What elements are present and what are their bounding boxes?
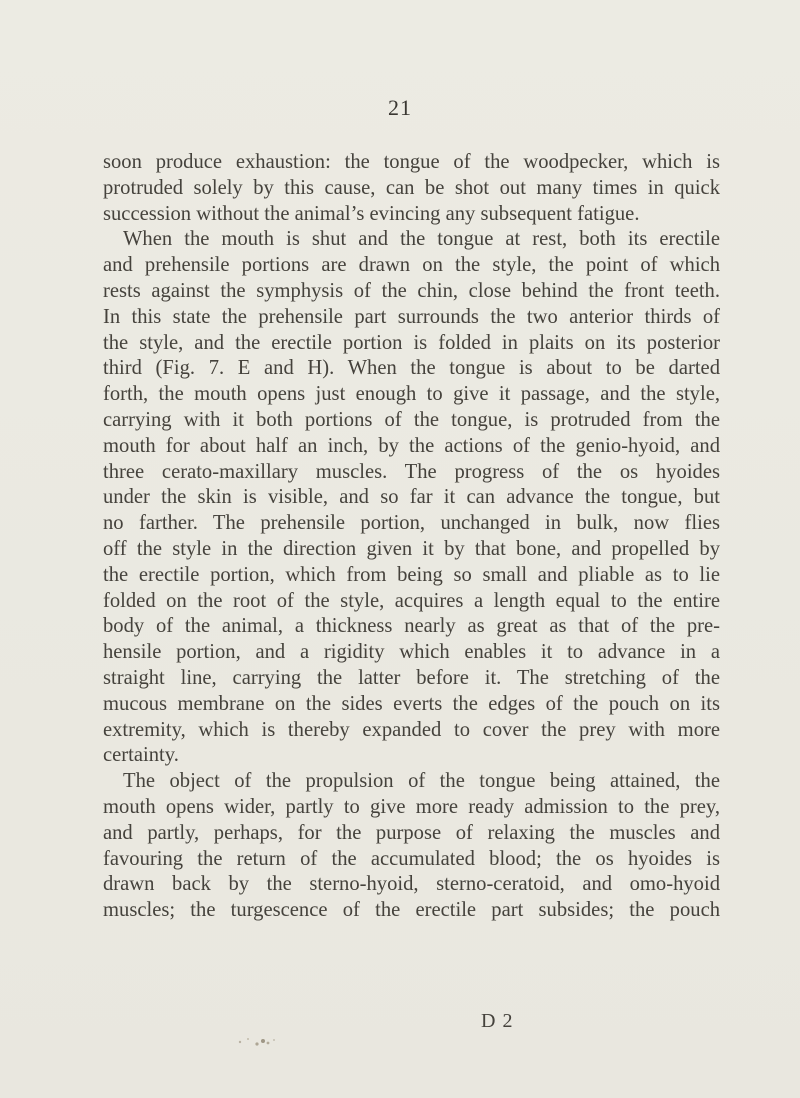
text-line: straight line, carrying the latter before it. The stretching of the <box>103 666 720 689</box>
text-line: soon produce exhaustion: the tongue of the woodpecker, which is <box>103 151 720 173</box>
text-line: The object of the propulsion of the tongue being attained, the <box>123 770 720 793</box>
text-line: hensile portion, and a rigidity which enables it to advance in a <box>103 641 720 664</box>
body-text <box>103 150 720 924</box>
text-line: carrying with it both portions of the tongue, is protruded from the <box>103 408 720 431</box>
text-line: favouring the return of the accumulated blood; the os hyoides is <box>103 847 720 870</box>
text-line: muscles; the turgescence of the erectile part subsides; the pouch <box>103 899 720 922</box>
text-line: mucous membrane on the sides everts the edges of the pouch on its <box>103 692 720 715</box>
text-line: rests against the symphysis of the chin, close behind the front teeth. <box>103 279 720 302</box>
text-line: under the skin is visible, and so far it can advance the tongue, but <box>103 486 720 509</box>
text-line: In this state the prehensile part surrounds the two anterior thirds of <box>103 305 720 328</box>
text-line: and prehensile portions are drawn on the style, the point of which <box>103 254 720 277</box>
text-line: When the mouth is shut and the tongue at rest, both its erectile <box>123 228 720 251</box>
text-line: mouth for about half an inch, by the actions of the genio-hyoid, and <box>103 434 720 457</box>
text-line: off the style in the direction given it by that bone, and propelled by <box>103 537 720 560</box>
text-line: the style, and the erectile portion is folded in plaits on its posterior <box>103 331 720 354</box>
text-line: three cerato-maxillary muscles. The progress of the os hyoides <box>103 460 720 483</box>
text-line: drawn back by the sterno-hyoid, sterno-ceratoid, and omo-hyoid <box>103 873 720 896</box>
text-line: forth, the mouth opens just enough to give it passage, and the style, <box>103 383 720 406</box>
text-line: the erectile portion, which from being so small and pliable as to lie <box>103 563 720 586</box>
text-line: protruded solely by this cause, can be shot out many times in quick <box>103 176 720 199</box>
text-line: extremity, which is thereby expanded to cover the prey with more <box>103 718 720 741</box>
text-line: and partly, perhaps, for the purpose of relaxing the muscles and <box>103 821 720 844</box>
signature-mark: D 2 <box>481 1010 514 1032</box>
text-line: no farther. The prehensile portion, unchanged in bulk, now flies <box>103 512 720 535</box>
page-number: 21 <box>388 95 412 120</box>
text-line: body of the animal, a thickness nearly as great as that of the pre- <box>103 615 720 638</box>
text-line: succession without the animal’s evincing any subsequent fatigue. <box>103 202 640 225</box>
text-line: certainty. <box>103 744 179 767</box>
text-line: mouth opens wider, partly to give more ready admission to the prey, <box>103 795 720 818</box>
ink-smudge-icon <box>230 1030 290 1052</box>
text-line: folded on the root of the style, acquires a length equal to the entire <box>103 589 720 612</box>
text-line: third (Fig. 7. E and H). When the tongue is about to be darted <box>103 357 720 380</box>
